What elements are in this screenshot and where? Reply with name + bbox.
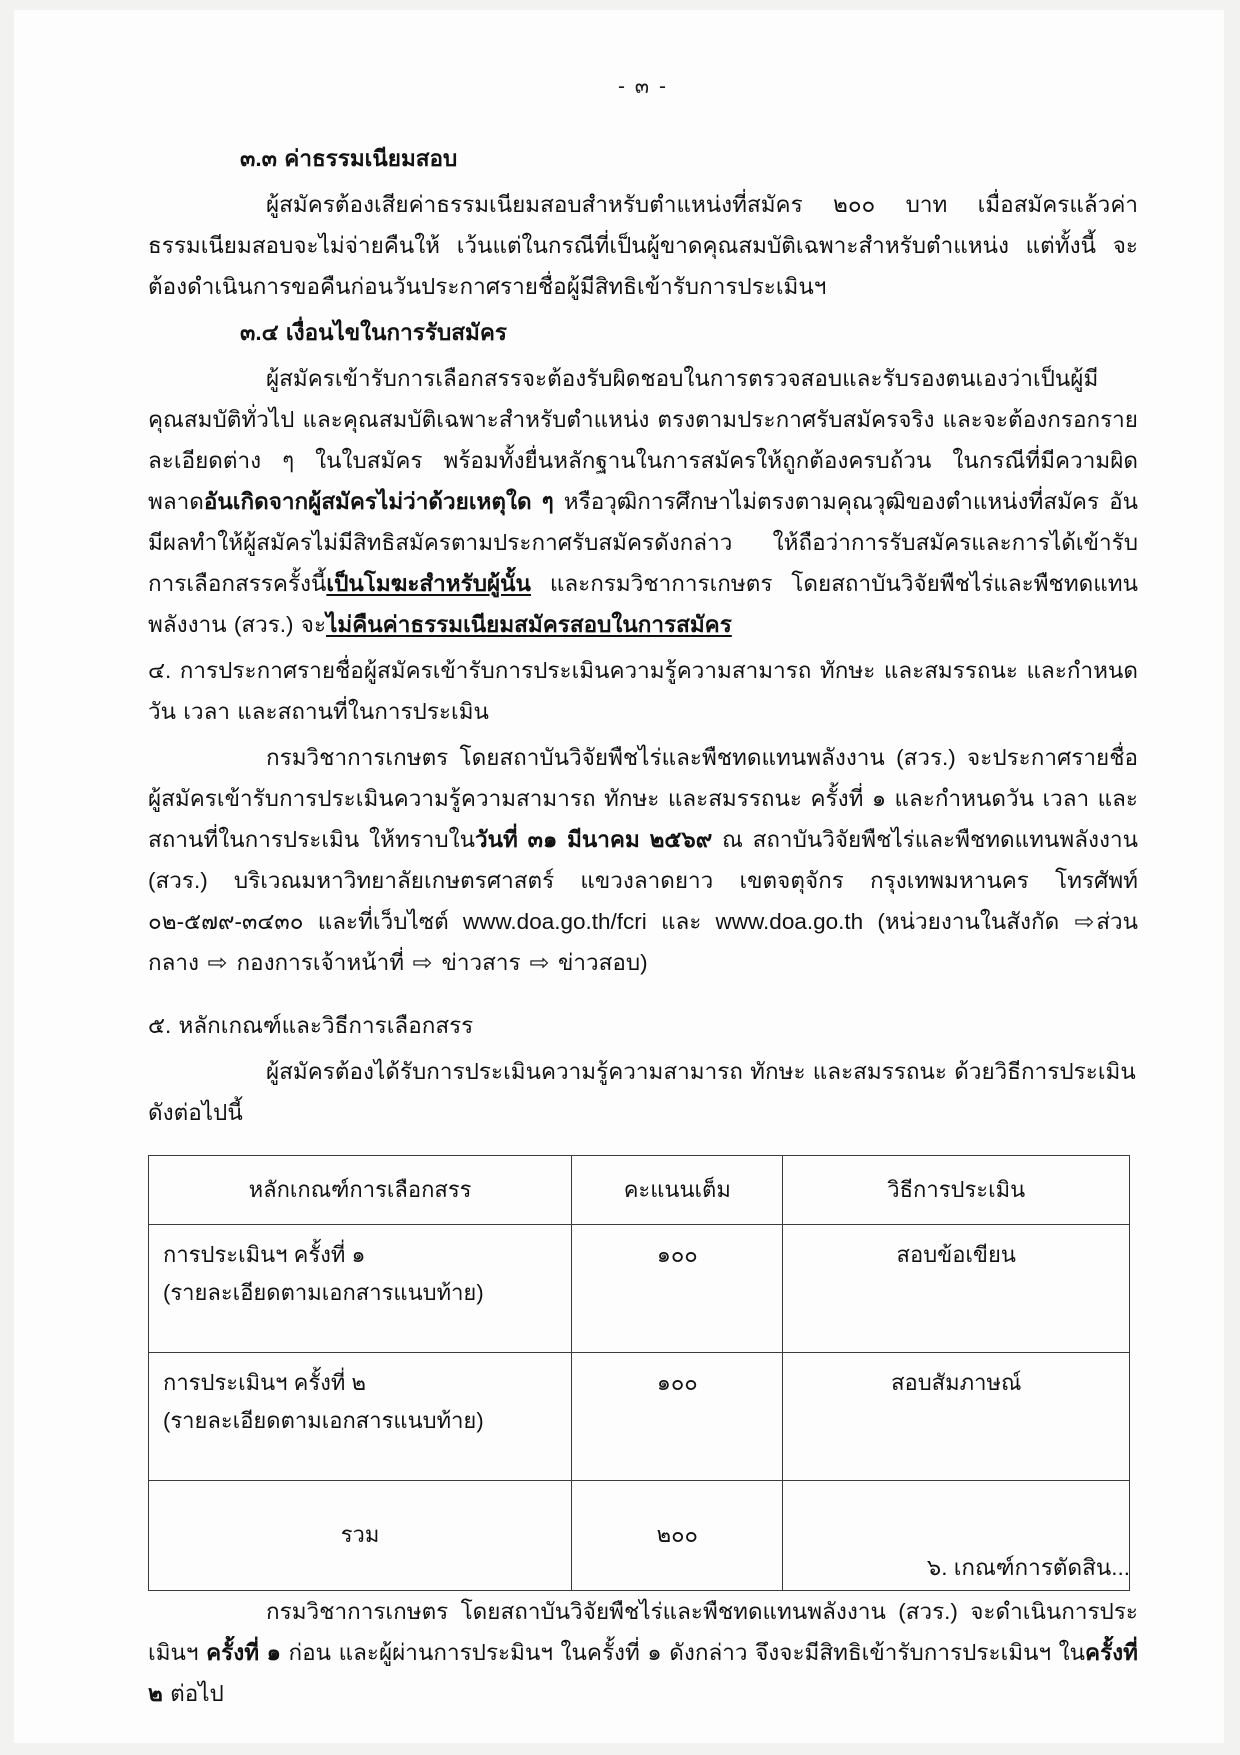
section-3-3-heading bbox=[148, 138, 1138, 179]
closing-paragraph-mid-2: ต่อไป bbox=[162, 1681, 224, 1706]
section-5-paragraph bbox=[148, 1051, 1138, 1133]
footer-continuation-note: ๖. เกณฑ์การตัดสิน... bbox=[926, 1555, 1130, 1580]
section-3-3-heading-text: ๓.๓ ค่าธรรมเนียมสอบ bbox=[240, 146, 458, 171]
table-head bbox=[149, 1156, 1130, 1225]
section-4-heading bbox=[148, 650, 1138, 732]
table-cell-score: ๑๐๐ bbox=[572, 1225, 783, 1353]
scan-edge-left bbox=[0, 0, 14, 1755]
section-4-heading-text: ๔. การประกาศรายชื่อผู้สมัครเข้ารับการประเมินความรู้ความสามารถ ทักษะ และสมรรถนะ และกำหนดวัน เวลา และสถานที่ในการประเมิน bbox=[148, 658, 1138, 724]
page-content bbox=[148, 0, 1138, 1755]
table-row bbox=[149, 1225, 1130, 1353]
table-header-method: วิธีการประเมิน bbox=[783, 1156, 1130, 1225]
section-4-paragraph-part-1: กรมวิชาการเกษตร โดยสถาบันวิจัยพืชไร่และพืชทดแทนพลังงาน (สวร.) จะประกาศรายชื่อผู้สมัครเข้ารับการประเมินความรู้ความสามารถ ทักษะ และสมรรถนะ ครั้งที่ ๑ และกำหนดวัน เวลา และสถานที่ในการประเมิน ให้ทราบใน bbox=[148, 745, 1138, 852]
total-label: รวม bbox=[149, 1481, 572, 1591]
table-header-criteria: หลักเกณฑ์การเลือกสรร bbox=[149, 1156, 572, 1225]
closing-bold-round-1: ครั้งที่ ๑ bbox=[206, 1640, 281, 1665]
nav-path-item-1: ส่วนกลาง bbox=[148, 909, 1138, 975]
section-3-4-heading-text: ๓.๔ เงื่อนไขในการรับสมัคร bbox=[240, 320, 507, 345]
arrow-right-icon: ⇨ bbox=[207, 950, 228, 975]
table-cell-score: ๑๐๐ bbox=[572, 1353, 783, 1481]
closing-bold-round-2: ครั้งที่ ๒ bbox=[148, 1640, 1138, 1706]
section-3-4-paragraph-part-c: และกรมวิชาการเกษตร โดยสถาบันวิจัยพืชไร่และพืชทดแทนพลังงาน (สวร.) จะ bbox=[148, 571, 1138, 637]
selection-criteria-table bbox=[148, 1155, 1130, 1591]
section-3-3-paragraph bbox=[148, 184, 1138, 307]
section-4-paragraph bbox=[148, 737, 1138, 983]
section-3-4-paragraph-bold-b: อันเกิดจากผู้สมัครไม่ว่าด้วยเหตุใด ๆ bbox=[203, 489, 554, 514]
table-header-score: คะแนนเต็ม bbox=[572, 1156, 783, 1225]
total-score: ๒๐๐ bbox=[572, 1481, 783, 1591]
closing-paragraph bbox=[148, 1591, 1138, 1714]
url-conjunction: และ bbox=[646, 909, 716, 934]
announcement-date: วันที่ ๓๑ มีนาคม ๒๕๖๙ bbox=[475, 827, 713, 852]
nav-path-item-4: ข่าวสอบ) bbox=[557, 950, 648, 975]
section-3-4-heading bbox=[148, 312, 1138, 353]
criteria-sub-label: (รายละเอียดตามเอกสารแนบท้าย) bbox=[163, 1280, 484, 1305]
section-4-paragraph-part-2: ณ สถาบันวิจัยพืชไร่และพืชทดแทนพลังงาน (สวร.) บริเวณมหาวิทยาลัยเกษตรศาสตร์ แขวงลาดยาว เขตจตุจักร กรุงเทพมหานคร โทรศัพท์ ๐๒-๕๗๙-๓๔๓๐ และที่เว็บไซต์ bbox=[148, 827, 1138, 934]
criteria-main-label: การประเมินฯ ครั้งที่ ๑ bbox=[163, 1242, 366, 1267]
arrow-right-icon: ⇨ bbox=[412, 950, 433, 975]
nav-path-item-2: กองการเจ้าหน้าที่ bbox=[236, 950, 405, 975]
section-5-paragraph-text: ผู้สมัครต้องได้รับการประเมินความรู้ความสามารถ ทักษะ และสมรรถนะ ด้วยวิธีการประเมิน ดังต่อไปนี้ bbox=[148, 1059, 1136, 1125]
criteria-sub-label: (รายละเอียดตามเอกสารแนบท้าย) bbox=[163, 1408, 484, 1433]
body-block bbox=[148, 138, 1138, 1714]
nav-path-open: (หน่วยงานในสังกัด bbox=[863, 909, 1074, 934]
criteria-main-label: การประเมินฯ ครั้งที่ ๒ bbox=[163, 1370, 367, 1395]
table-body bbox=[149, 1225, 1130, 1591]
table-header-row bbox=[149, 1156, 1130, 1225]
table-cell-criteria bbox=[149, 1353, 572, 1481]
page-number: - ๓ - bbox=[617, 75, 668, 98]
section-5-heading-text: ๕. หลักเกณฑ์และวิธีการเลือกสรร bbox=[148, 1013, 474, 1038]
scan-edge-right bbox=[1224, 0, 1240, 1755]
section-3-4-paragraph bbox=[148, 358, 1138, 645]
section-3-4-paragraph-bold-underline-c: เป็นโมฆะสำหรับผู้นั้น bbox=[326, 571, 531, 596]
section-5-heading bbox=[148, 1005, 1138, 1046]
arrow-right-icon: ⇨ bbox=[529, 950, 550, 975]
table-cell-method: สอบข้อเขียน bbox=[783, 1225, 1130, 1353]
table-cell-criteria bbox=[149, 1225, 572, 1353]
website-url-secondary[interactable]: www.doa.go.th bbox=[715, 909, 864, 934]
section-3-4-paragraph-part-a: ผู้สมัครเข้ารับการเลือกสรรจะต้องรับผิดชอบในการตรวจสอบและรับรองตนเองว่าเป็นผู้มีคุณสมบัติทั่วไป และคุณสมบัติเฉพาะสำหรับตำแหน่ง ตรงตามประกาศรับสมัครจริง และจะต้องกรอกรายละเอียดต่าง ๆ ในใบสมัคร พร้อมทั้งยื่นหลักฐานในการสมัครให้ถูกต้องครบถ้วน ในกรณีที่มีความผิดพลาด bbox=[148, 366, 1138, 514]
closing-paragraph-mid-1: ก่อน และผู้ผ่านการประมินฯ ในครั้งที่ ๑ ดังกล่าว จึงจะมีสิทธิเข้ารับการประเมินฯ ใน bbox=[280, 1640, 1086, 1665]
section-3-4-paragraph-part-b: หรือวุฒิการศึกษาไม่ตรงตามคุณวุฒิของตำแหน่งที่สมัคร อันมีผลทำให้ผู้สมัครไม่มีสิทธิสมัครตามประกาศรับสมัครดังกล่าว ให้ถือว่าการรับสมัครและการได้เข้ารับการเลือกสรรครั้งนี้ bbox=[148, 489, 1139, 596]
arrow-right-icon: ⇨ bbox=[1074, 909, 1095, 934]
table-cell-method: สอบสัมภาษณ์ bbox=[783, 1353, 1130, 1481]
nav-path-item-3: ข่าวสาร bbox=[441, 950, 521, 975]
closing-paragraph-lead: กรมวิชาการเกษตร โดยสถาบันวิจัยพืชไร่และพืชทดแทนพลังงาน (สวร.) จะดำเนินการประเมินฯ bbox=[148, 1599, 1138, 1665]
website-url-primary[interactable]: www.doa.go.th/fcri bbox=[462, 909, 647, 934]
section-3-3-paragraph-text: ผู้สมัครต้องเสียค่าธรรมเนียมสอบสำหรับตำแหน่งที่สมัคร ๒๐๐ บาท เมื่อสมัครแล้วค่าธรรมเนียมสอบจะไม่จ่ายคืนให้ เว้นแต่ในกรณีที่เป็นผู้ขาดคุณสมบัติเฉพาะสำหรับตำแหน่ง แต่ทั้งนี้ จะต้องดำเนินการขอคืนก่อนวันประกาศรายชื่อผู้มีสิทธิเข้ารับการประเมินฯ bbox=[148, 192, 1138, 299]
section-3-4-paragraph-bold-underline-d: ไม่คืนค่าธรรมเนียมสมัครสอบในการสมัคร bbox=[326, 612, 732, 637]
table-row bbox=[149, 1353, 1130, 1481]
